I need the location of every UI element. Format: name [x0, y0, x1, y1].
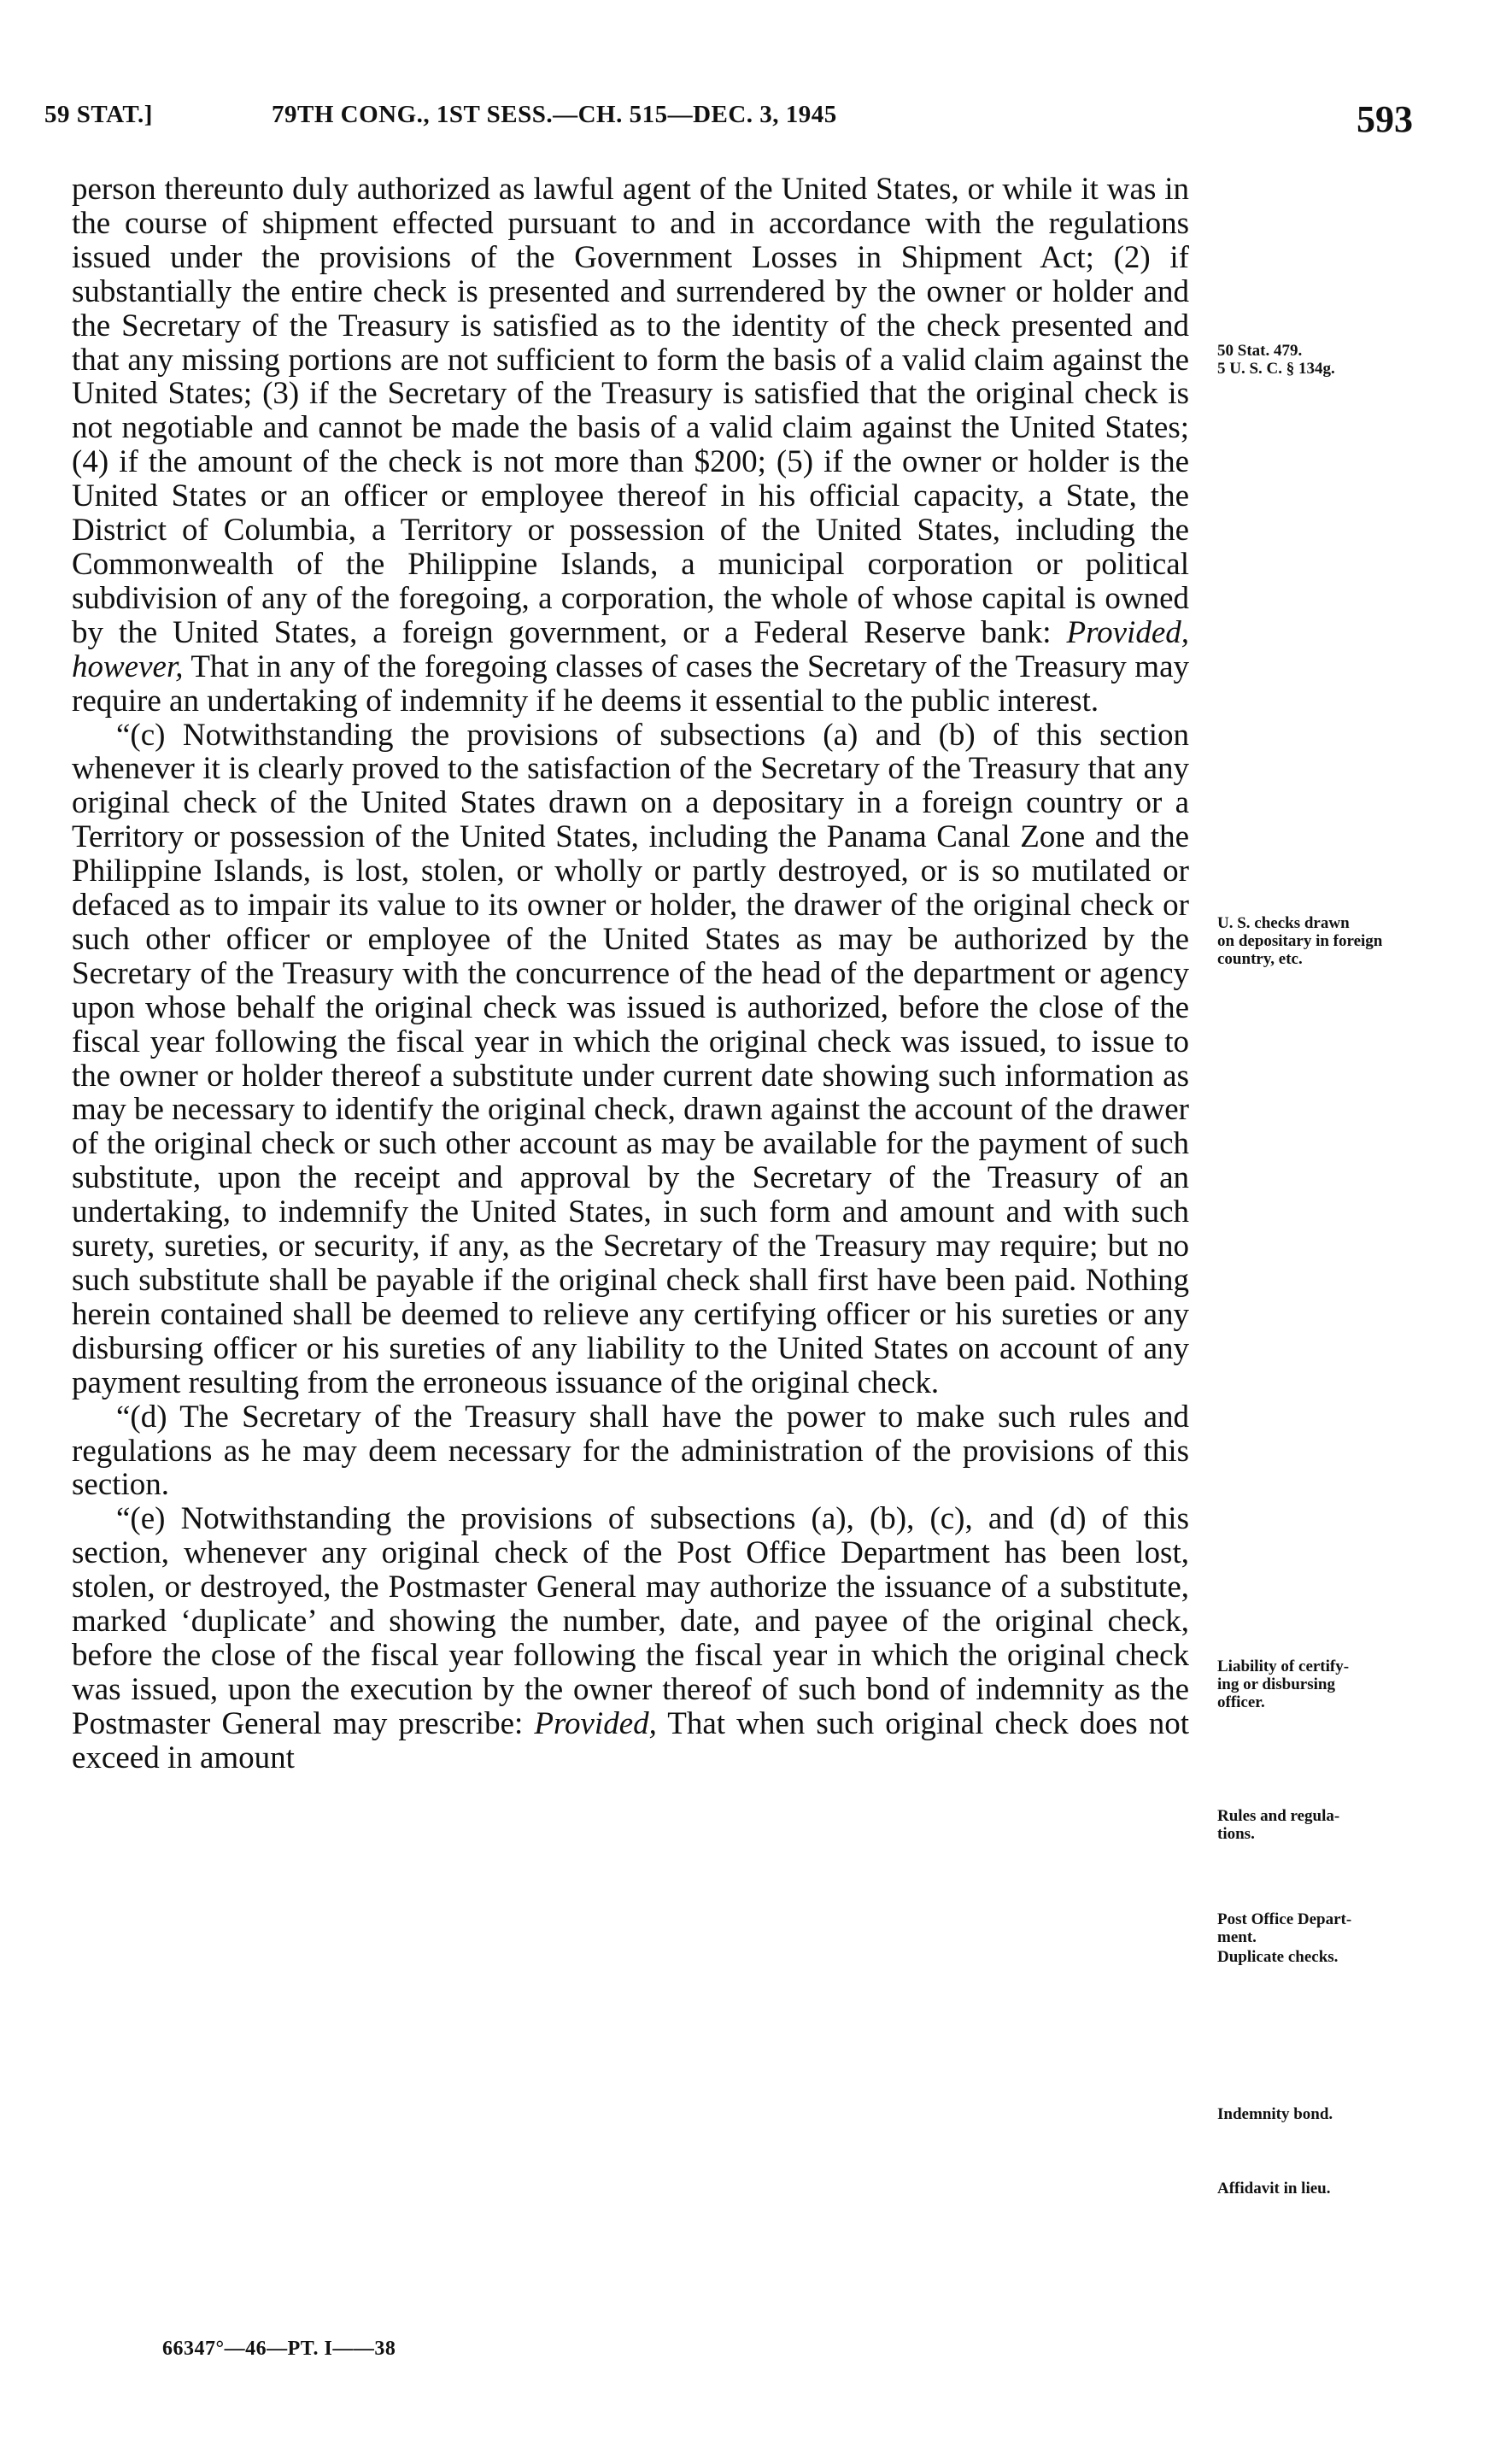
margin-note-foreign-depositary	[1217, 914, 1482, 968]
paragraph-text: person thereunto duly authorized as lawful agent of the United States, or while it was in the course of shipment effected pursuant to and in accordance with the regulations issued under the provisions of the Government Losses in Shipment Act; (2) if substantially the entire check is presented and surrendered by the owner or holder and the Secretary of the Treasury is satisfied as to the identity of the check presented and that any missing portions are not sufficient to form the basis of a valid claim against the United States; (3) if the Secretary of the Treasury is satisfied that the original check is not negotiable and cannot be made the basis of a valid claim against the United States; (4) if the amount of the check is not more than $200; (5) if the owner or holder is the United States or an officer or employee thereof in his official capacity, a State, the District of Columbia, a Territory or possession of the United States, including the Commonwealth of the Philippine Islands, a municipal corporation or political subdivision of any of the foregoing, a corporation, the whole of whose capital is owned by the United States, a foreign government, or a Federal Reserve bank:	[72, 172, 1189, 650]
italic-proviso: Provided,	[534, 1705, 657, 1741]
margin-note-line: Duplicate checks.	[1217, 1948, 1339, 1966]
margin-note-line: Rules and regula-	[1217, 1807, 1340, 1825]
margin-note-line: officer.	[1217, 1693, 1265, 1711]
main-text	[72, 173, 1189, 1775]
margin-note-line: 50 Stat. 479.	[1217, 342, 1303, 360]
margin-note-duplicate-checks	[1217, 1948, 1482, 1966]
printer-mark: 66347°—46—PT. I——38	[162, 2338, 396, 2360]
page-number: 593	[1357, 98, 1413, 140]
statute-reference: 59 STAT.]	[44, 101, 153, 128]
margin-note-stat-reference	[1217, 342, 1482, 378]
paragraph-p1	[72, 173, 1189, 719]
margin-note-rules	[1217, 1807, 1482, 1843]
margin-note-line: ing or disbursing	[1217, 1675, 1335, 1693]
session-chapter-date: 79TH CONG., 1ST SESS.—CH. 515—DEC. 3, 1945	[272, 101, 837, 128]
paragraph-text: “(d) The Secretary of the Treasury shall have the power to make such rules and regulations as he may deem necessary for the administration of the provisions of this section.	[72, 1399, 1189, 1503]
margin-note-line: on depositary in foreign	[1217, 932, 1383, 950]
margin-note-line: Post Office Depart-	[1217, 1910, 1352, 1928]
margin-note-line: country, etc.	[1217, 950, 1303, 968]
paragraph-text: That when such original check does not exceed in amount	[72, 1705, 1189, 1775]
paragraph-p4	[72, 1502, 1189, 1775]
margin-note-affidavit	[1217, 2180, 1482, 2197]
margin-note-indemnity-bond	[1217, 2105, 1482, 2123]
margin-note-line: tions.	[1217, 1825, 1255, 1843]
page-header	[0, 98, 1512, 144]
margin-note-line: Liability of certify-	[1217, 1658, 1350, 1675]
margin-note-post-office	[1217, 1910, 1482, 1946]
paragraph-p3	[72, 1400, 1189, 1503]
margin-note-liability	[1217, 1658, 1482, 1711]
margin-note-line: ment.	[1217, 1928, 1257, 1946]
paragraph-text: That in any of the foregoing classes of cases the Secretary of the Treasury may require an undertaking of indemnity if he deems it essential to the public interest.	[72, 648, 1189, 719]
margin-note-line: 5 U. S. C. § 134g.	[1217, 360, 1335, 378]
italic-proviso: Provided, however,	[72, 614, 1189, 684]
paragraph-text: “(c) Notwithstanding the provisions of subsections (a) and (b) of this section whenever it is clearly proved to the satisfaction of the Secretary of the Treasury that any original check of the United States drawn on a depositary in a foreign country or a Territory or possession of the United States, including the Panama Canal Zone and the Philippine Islands, is lost, stolen, or wholly or partly destroyed, or is so mutilated or defaced as to impair its value to its owner or holder, the drawer of the original check or such other officer or employee of the United States as may be authorized by the Secretary of the Treasury with the concurrence of the head of the department or agency upon whose behalf the original check was issued is authorized, before the close of the fiscal year following the fiscal year in which the original check was issued, to issue to the owner or holder thereof a substitute under current date showing such information as may be necessary to identify the original check, drawn against the account of the drawer of the original check or such other account as may be available for the payment of such substitute, upon the receipt and approval by the Secretary of the Treasury of an undertaking, to indemnify the United States, in such form and amount and with such surety, sureties, or security, if any, as the Secretary of the Treasury may require; but no such substitute shall be payable if the original check shall first have been paid. Nothing herein contained shall be deemed to relieve any certifying officer or his sureties or any disbursing officer or his sureties of any liability to the United States on account of any payment resulting from the erroneous issuance of the original check.	[72, 717, 1189, 1400]
margin-note-line: Indemnity bond.	[1217, 2105, 1333, 2123]
margin-note-line: Affidavit in lieu.	[1217, 2180, 1331, 2197]
paragraph-p2	[72, 719, 1189, 1400]
margin-note-line: U. S. checks drawn	[1217, 914, 1350, 932]
paragraph-text: “(e) Notwithstanding the provisions of subsections (a), (b), (c), and (d) of this section, whenever any original check of the Post Office Department has been lost, stolen, or destroyed, the Postmaster General may authorize the issuance of a substitute, marked ‘duplicate’ and showing the number, date, and payee of the original check, before the close of the fiscal year following the fiscal year in which the original check was issued, upon the execution by the owner thereof of such bond of indemnity as the Postmaster General may prescribe:	[72, 1501, 1189, 1741]
